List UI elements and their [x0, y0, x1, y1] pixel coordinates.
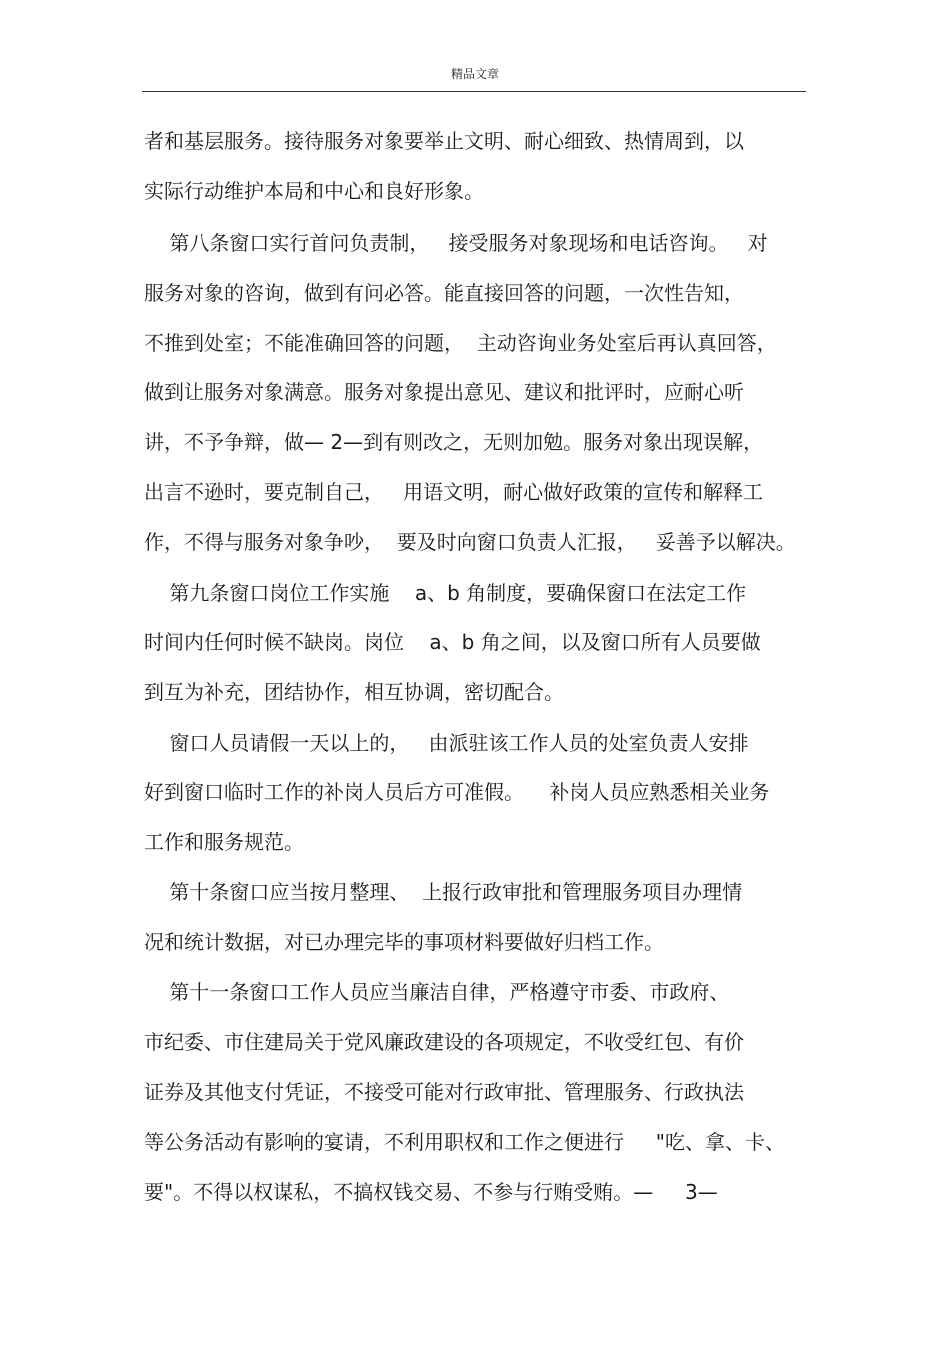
text-line: 实际行动维护本局和中心和良好形象。: [144, 179, 484, 203]
text-line: 时间内任何时候不缺岗。岗位 a、b 角之间，以及窗口所有人员要做: [144, 630, 761, 654]
text-line: 等公务活动有影响的宴请，不利用职权和工作之便进行 "吃、拿、卡、: [144, 1130, 785, 1154]
text-line: 讲，不予争辩，做— 2—到有则改之，无则加勉。服务对象出现误解，: [144, 430, 764, 454]
text-line: 窗口人员请假一天以上的， 由派驻该工作人员的处室负责人安排: [144, 731, 749, 755]
text-line: 第八条窗口实行首问负责制， 接受服务对象现场和电话咨询。 对: [144, 231, 768, 255]
text-line: 第十条窗口应当按月整理、 上报行政审批和管理服务项目办理情: [144, 880, 743, 904]
text-line: 作，不得与服务对象争吵， 要及时向窗口负责人汇报， 妥善予以解决。: [144, 530, 796, 554]
text-line: 好到窗口临时工作的补岗人员后方可准假。 补岗人员应熟悉相关业务: [144, 780, 770, 804]
text-line: 第十一条窗口工作人员应当廉洁自律，严格遵守市委、市政府、: [144, 980, 730, 1004]
text-line: 市纪委、市住建局关于党风廉政建设的各项规定，不收受红包、有价: [144, 1030, 744, 1054]
text-line: 到互为补充，团结协作，相互协调，密切配合。: [144, 680, 564, 704]
header-divider: [142, 91, 806, 92]
text-line: 证券及其他支付凭证，不接受可能对行政审批、管理服务、行政执法: [144, 1080, 744, 1104]
text-line: 要"。不得以权谋私，不搞权钱交易、不参与行贿受贿。— 3—: [144, 1180, 718, 1204]
page-header-title: 精品文章: [450, 67, 499, 81]
text-line: 不推到处室；不能准确回答的问题， 主动咨询业务处室后再认真回答，: [144, 331, 777, 355]
text-line: 出言不逊时，要克制自己， 用语文明，耐心做好政策的宣传和解释工: [144, 480, 764, 504]
text-line: 况和统计数据，对已办理完毕的事项材料要做好归档工作。: [144, 930, 664, 954]
text-line: 工作和服务规范。: [144, 830, 304, 854]
text-line: 做到让服务对象满意。服务对象提出意见、建议和批评时，应耐心听: [144, 380, 744, 404]
text-line: 第九条窗口岗位工作实施 a、b 角制度，要确保窗口在法定工作: [144, 581, 747, 605]
text-line: 者和基层服务。接待服务对象要举止文明、耐心细致、热情周到，以: [144, 129, 744, 153]
text-line: 服务对象的咨询，做到有问必答。能直接回答的问题，一次性告知，: [144, 281, 744, 305]
